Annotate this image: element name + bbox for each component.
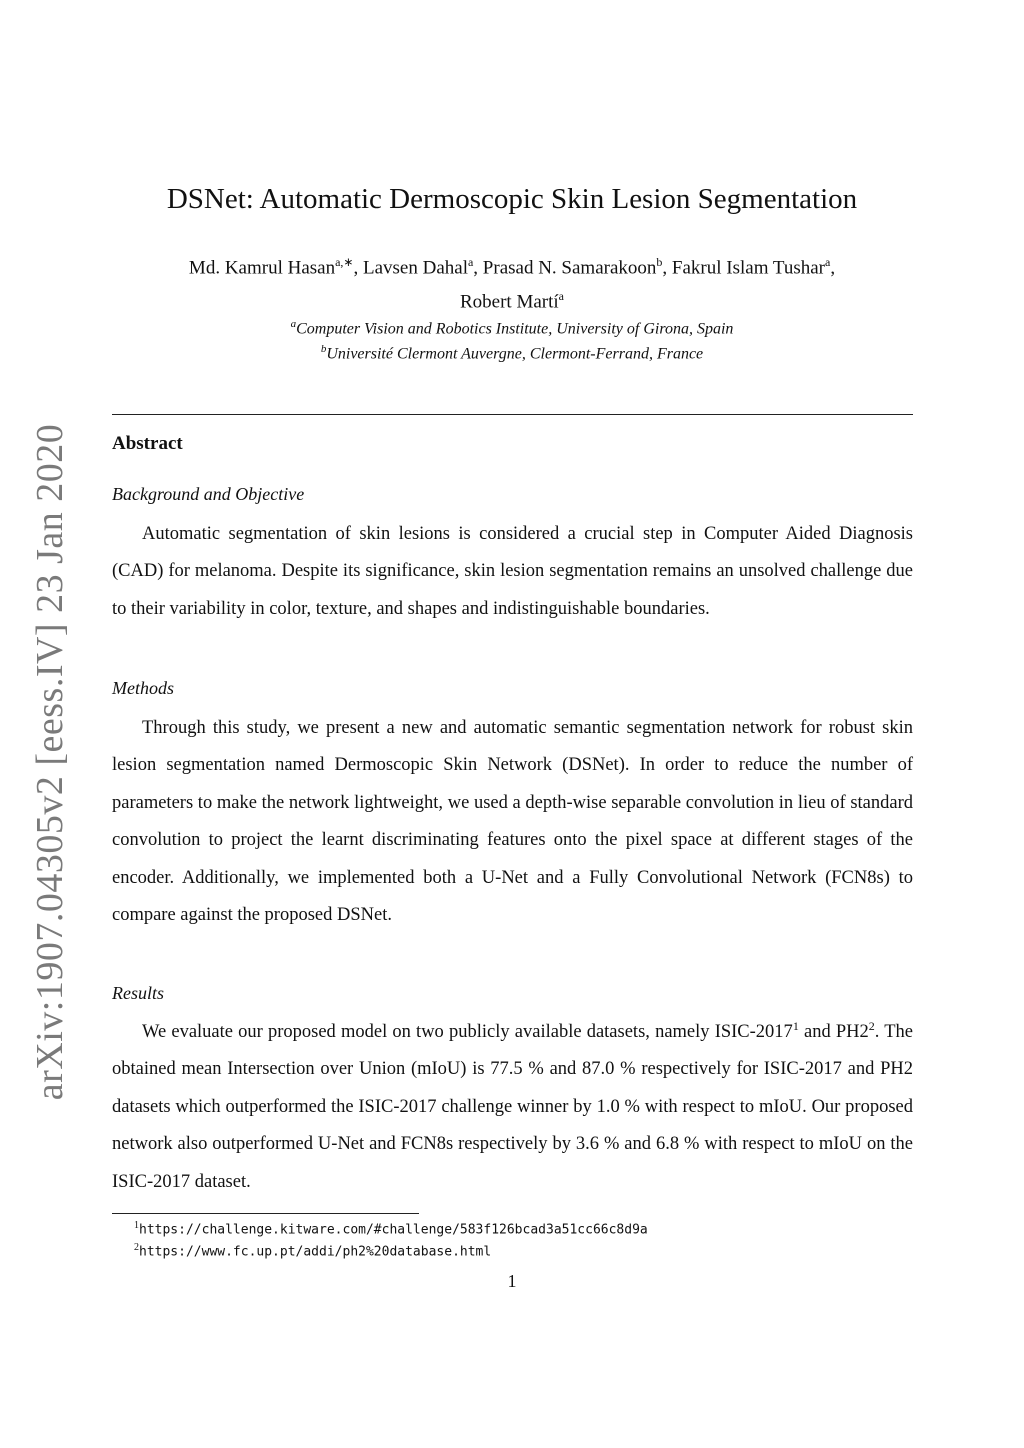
footnote-ref: 2 xyxy=(868,1018,875,1033)
arxiv-identifier-stamp: arXiv:1907.04305v2 [eess.IV] 23 Jan 2020 xyxy=(29,423,71,1101)
footnote-link[interactable]: https://challenge.kitware.com/#challenge/583f126bcad3a51cc66c8d9a xyxy=(139,1222,648,1238)
results-paragraph: We evaluate our proposed model on two publicly available datasets, namely ISIC-2017$^1$ and $PH2^2$. The obtained mean Intersection over Union (mIoU) is 77.5 % and 87.0 % respectively for ISIC-2017 and PH2 datasets which outperformed the ISIC-2017 challenge winner by 1.0 % with respect to mIoU. Our proposed network also outperformed U-Net and FCN8s respectively by 3.6 % and 6.8 % with respect to mIoU on the ISIC-2017 dataset. xyxy=(112,1018,913,1192)
footnote-link[interactable]: https://www.fc.up.pt/addi/ph2%20database.html xyxy=(139,1244,492,1260)
methods-heading: Methods xyxy=(112,678,174,698)
author-affiliation-mark: b xyxy=(656,255,663,269)
affiliation-line: $^a$Computer Vision and Robotics Institute, University of Girona, Spain xyxy=(290,318,734,338)
footnote-ref: 1 xyxy=(792,1018,799,1033)
background-paragraph: Automatic segmentation of skin lesions is considered a crucial step in Computer Aided Diagnosis (CAD) for melanoma. Despite its significance, skin lesion segmentation remains an unsolved challenge due to their variability in color, texture, and shapes and indistinguishable boundaries. xyxy=(112,524,913,619)
header-divider xyxy=(112,414,913,415)
author-list: Md. Kamrul Hasan$^{a,∗}$, Lavsen Dahal$^a$, Prasad N. Samarakoon$^b$, Fakrul Islam Tushar$^a$, Robert Martí$^a$ xyxy=(188,255,836,313)
page-number: 1 xyxy=(507,1271,517,1291)
background-heading: Background and Objective xyxy=(112,484,305,504)
affiliation-list xyxy=(112,314,912,365)
abstract-heading: Abstract xyxy=(112,433,183,454)
author-affiliation-mark: a xyxy=(467,255,474,269)
author-name: Fakrul Islam Tushar xyxy=(671,257,825,279)
author-affiliation-mark: a,∗ xyxy=(335,255,354,269)
author-name: Robert Martí xyxy=(459,291,559,313)
results-heading: Results xyxy=(112,983,164,1003)
author-affiliation-mark: a xyxy=(824,255,831,269)
affiliation-line: $^b$Université Clermont Auvergne, Clermont-Ferrand, France xyxy=(320,343,704,363)
author-name: Md. Kamrul Hasan xyxy=(188,257,336,279)
footnote: $^2$https://www.fc.up.pt/addi/ph2%20database.html xyxy=(134,1242,492,1260)
methods-paragraph: Through this study, we present a new and automatic semantic segmentation network for robust skin lesion segmentation named Dermoscopic Skin Network (DSNet). In order to reduce the number of parameters to make the network lightweight, we used a depth-wise separable convolution in lieu of standard convolution to project the learnt discriminating features onto the pixel space at different stages of the encoder. Additionally, we implemented both a U-Net and a Fully Convolutional Network (FCN8s) to compare against the proposed DSNet. xyxy=(112,718,913,926)
author-name: Lavsen Dahal xyxy=(362,257,468,279)
paper-title: DSNet: Automatic Dermoscopic Skin Lesion Segmentation xyxy=(166,183,858,215)
footnote-divider xyxy=(112,1213,419,1214)
author-affiliation-mark: a xyxy=(558,289,564,304)
footnote: $^1$https://challenge.kitware.com/#challenge/583f126bcad3a51cc66c8d9a xyxy=(134,1220,648,1238)
author-name: Prasad N. Samarakoon xyxy=(482,257,657,279)
